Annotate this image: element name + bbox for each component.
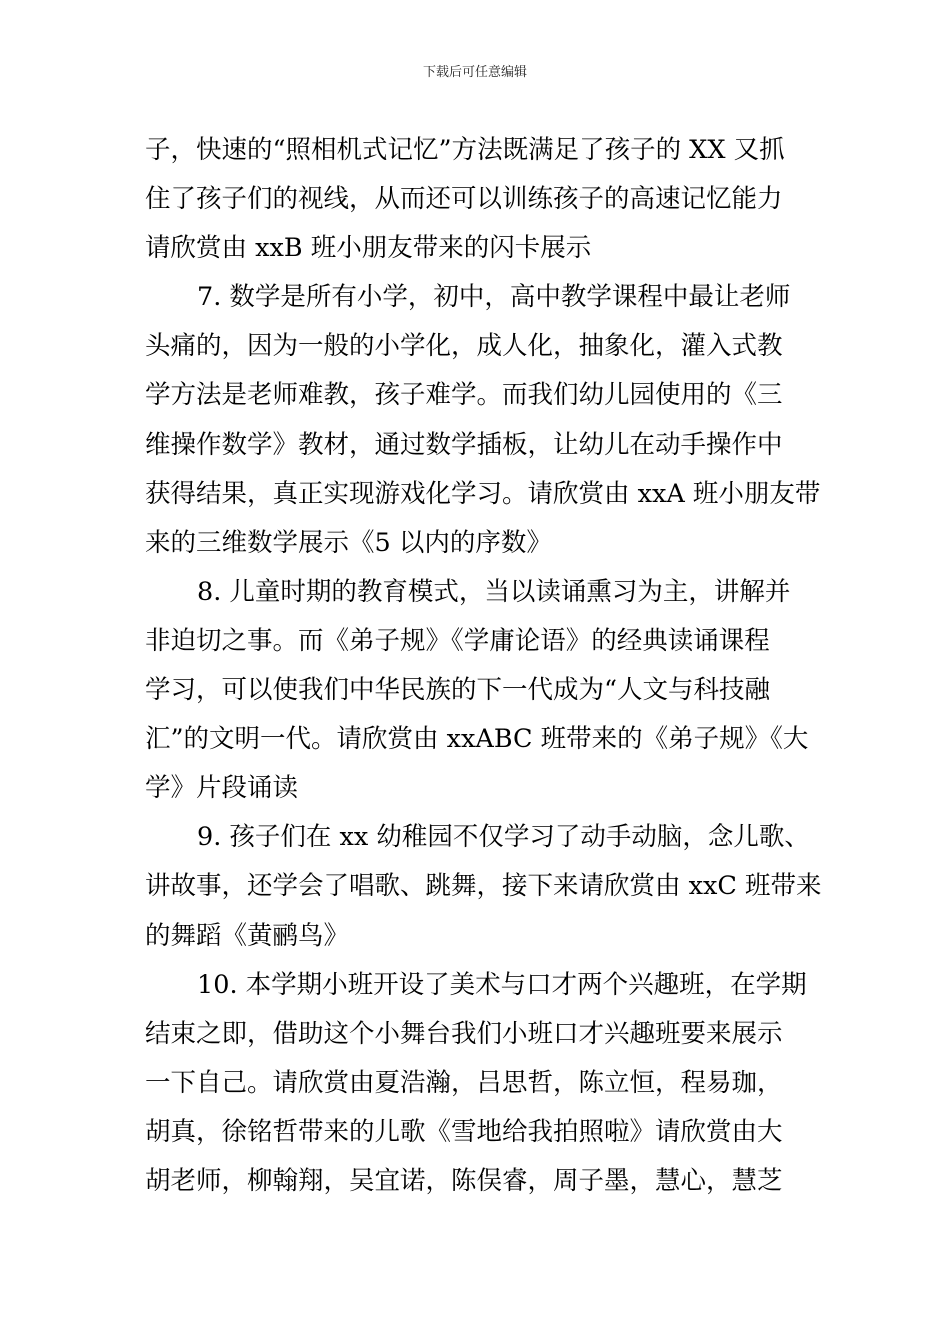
text-line: 胡真，徐铭哲带来的儿歌《雪地给我拍照啦》请欣赏由大 [145, 1116, 783, 1147]
text-line: 维操作数学》教材，通过数学插板，让幼儿在动手操作中 [145, 429, 783, 460]
text-line: 请欣赏由 xxB 班小朋友带来的闪卡展示 [145, 233, 592, 264]
text-line: 胡老师，柳翰翔，吴宜诺，陈俣睿，周子墨，慧心，慧芝 [145, 1165, 783, 1196]
text-line: 住了孩子们的视线，从而还可以训练孩子的高速记忆能力 [145, 184, 783, 215]
text-line: 子，快速的“照相机式记忆”方法既满足了孩子的 XX 又抓 [145, 135, 785, 165]
text-line: 非迫切之事。而《弟子规》《学庸论语》的经典读诵课程 [145, 625, 770, 656]
text-line: 10. 本学期小班开设了美术与口才两个兴趣班，在学期 [197, 969, 807, 1000]
text-line: 学方法是老师难教，孩子难学。而我们幼儿园使用的《三 [145, 380, 783, 411]
text-line: 结束之即，借助这个小舞台我们小班口才兴趣班要来展示 [145, 1018, 783, 1049]
text-line: 获得结果，真正实现游戏化学习。请欣赏由 xxA 班小朋友带 [145, 478, 821, 509]
paragraph-continued [145, 126, 815, 273]
text-line: 学习，可以使我们中华民族的下一代成为“人文与科技融 [145, 675, 771, 706]
text-line: 7. 数学是所有小学，初中，高中教学课程中最让老师 [197, 282, 791, 313]
paragraph-item-7 [145, 273, 821, 568]
paragraph-item-10 [145, 961, 815, 1206]
text-line: 的舞蹈《黄鹂鸟》 [145, 920, 350, 951]
text-line: 学》片段诵读 [145, 773, 299, 804]
text-line: 一下自己。请欣赏由夏浩瀚，吕思哲，陈立恒，程易珈， [145, 1067, 783, 1098]
text-line: 9. 孩子们在 xx 幼稚园不仅学习了动手动脑，念儿歌、 [197, 822, 810, 853]
paragraph-item-9 [145, 813, 822, 960]
text-line: 汇”的文明一代。请欣赏由 xxABC 班带来的《弟子规》《大 [145, 724, 809, 755]
text-line: 来的三维数学展示《5 以内的序数》 [145, 527, 552, 558]
page-header-note: 下载后可任意编辑 [422, 65, 527, 80]
paragraph-item-8 [145, 568, 815, 813]
document-body [145, 126, 822, 1206]
text-line: 讲故事，还学会了唱歌、跳舞，接下来请欣赏由 xxC 班带来 [145, 871, 822, 902]
text-line: 8. 儿童时期的教育模式，当以读诵熏习为主，讲解并 [197, 576, 791, 607]
text-line: 头痛的，因为一般的小学化，成人化，抽象化，灌入式教 [145, 331, 783, 362]
